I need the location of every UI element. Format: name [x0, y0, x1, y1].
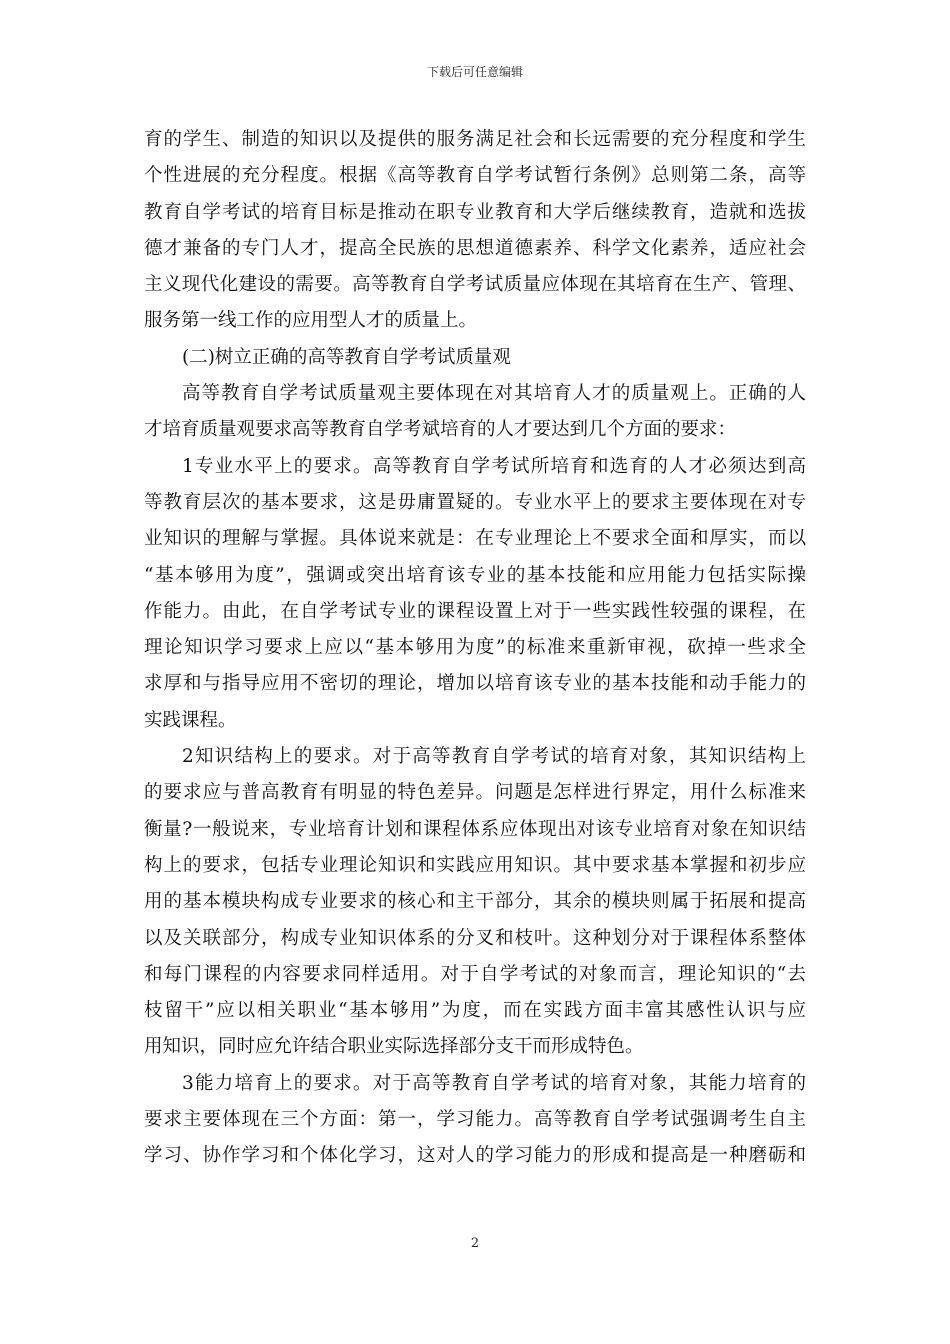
section-heading: (二)树立正确的高等教育自学考试质量观	[182, 346, 511, 368]
page-header: 下载后可任意编辑	[426, 65, 523, 79]
text-line: 德才兼备的专门人才，提高全民族的思想道德素养、科学文化素养，适应社会	[144, 237, 806, 259]
text-line: 理论知识学习要求上应以“基本够用为度”的标准来重新审视，砍掉一些求全	[144, 637, 806, 659]
text-line: 主义现代化建设的需要。高等教育自学考试质量应体现在其培育在生产、管理、	[144, 274, 806, 296]
text-line: 个性进展的充分程度。根据《高等教育自学考试暂行条例》总则第二条，高等	[144, 165, 806, 187]
text-line: 教育自学考试的培育目标是推动在职专业教育和大学后继续教育，造就和选拔	[144, 201, 806, 223]
text-line: 以及关联部分，构成专业知识体系的分叉和枝叶。这种划分对于课程体系整体	[144, 927, 806, 949]
text-line: “基本够用为度”，强调或突出培育该专业的基本技能和应用能力包括实际操	[144, 564, 806, 586]
text-line: 业知识的理解与掌握。具体说来就是：在专业理论上不要求全面和厚实，而以	[144, 528, 806, 550]
text-line: 和每门课程的内容要求同样适用。对于自学考试的对象而言，理论知识的“去	[144, 963, 806, 985]
text-line: 求厚和与指导应用不密切的理论，增加以培育该专业的基本技能和动手能力的	[144, 673, 806, 695]
text-line: 服务第一线工作的应用型人才的质量上。	[144, 310, 478, 332]
text-line: 学习、协作学习和个体化学习，这对人的学习能力的形成和提高是一种磨砺和	[144, 1145, 806, 1167]
body-text	[144, 122, 806, 1175]
text-line: 要求主要体现在三个方面：第一，学习能力。高等教育自学考试强调考生自主	[144, 1109, 806, 1131]
text-line: 衡量?一般说来，专业培育计划和课程体系应体现出对该专业培育对象在知识结	[144, 818, 806, 840]
text-line: 3能力培育上的要求。对于高等教育自学考试的培育对象，其能力培育的	[182, 1072, 806, 1094]
text-line: 育的学生、制造的知识以及提供的服务满足社会和长远需要的充分程度和学生	[144, 129, 806, 150]
text-line: 1专业水平上的要求。高等教育自学考试所培育和选育的人才必须达到高	[182, 455, 806, 477]
text-line: 高等教育自学考试质量观主要体现在对其培育人才的质量观上。正确的人	[182, 383, 806, 405]
text-line: 用知识，同时应允许结合职业实际选择部分支干而形成特色。	[144, 1036, 644, 1058]
text-line: 才培育质量观要求高等教育自学考斌培育的人才要达到几个方面的要求：	[144, 419, 737, 441]
text-line: 的要求应与普高教育有明显的特色差异。问题是怎样进行界定，用什么标准来	[144, 782, 806, 804]
text-line: 实践课程。	[144, 709, 237, 731]
text-line: 枝留干”应以相关职业“基本够用”为度，而在实践方面丰富其感性认识与应	[144, 1000, 806, 1022]
page-number: 2	[470, 1236, 480, 1251]
text-line: 用的基本模块构成专业要求的核心和主干部分，其余的模块则属于拓展和提高	[144, 891, 806, 913]
text-line: 构上的要求，包括专业理论知识和实践应用知识。其中要求基本掌握和初步应	[144, 854, 806, 876]
text-line: 2知识结构上的要求。对于高等教育自学考试的培育对象，其知识结构上	[182, 746, 806, 768]
text-line: 作能力。由此，在自学考试专业的课程设置上对于一些实践性较强的课程，在	[144, 600, 806, 622]
text-line: 等教育层次的基本要求，这是毋庸置疑的。专业水平上的要求主要体现在对专	[144, 491, 806, 513]
